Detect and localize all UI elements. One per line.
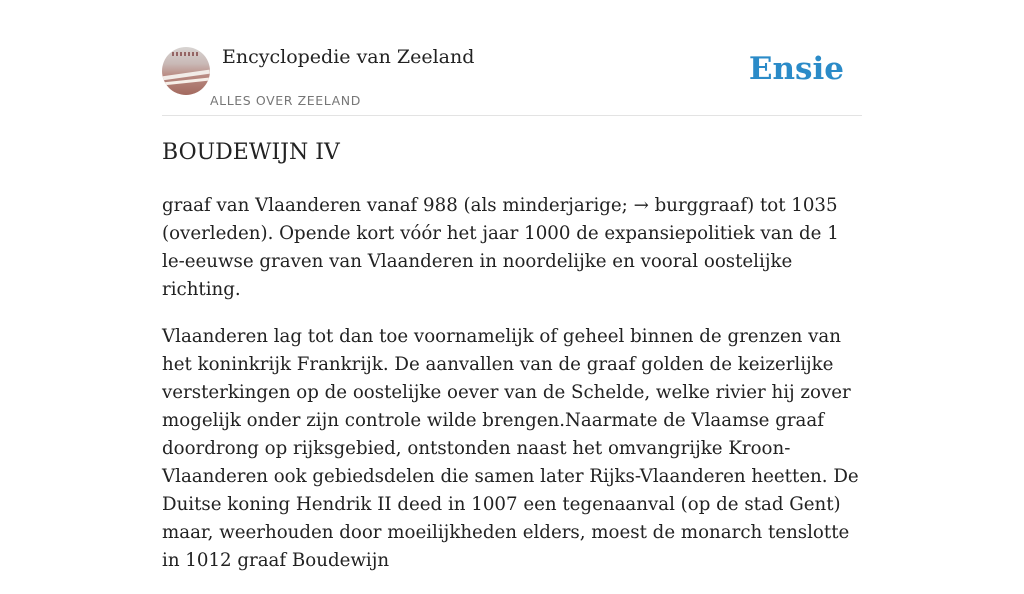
- entry-paragraph: graaf van Vlaanderen vanaf 988 (als minderjarige; → burggraaf) tot 1035 (overleden). Opende kort vóór het jaar 1000 de expansiepolitiek van de 1 le-eeuwse graven van Vlaanderen in noordelijke en vooral oostelijke richting.: [162, 195, 839, 300]
- page: [162, 0, 862, 571]
- site-tagline: ALLES OVER ZEELAND: [210, 93, 361, 108]
- site-avatar[interactable]: [162, 47, 210, 95]
- entry-content: [162, 192, 862, 594]
- site-header: [162, 0, 862, 116]
- entry-paragraph: Vlaanderen lag tot dan toe voornamelijk of geheel binnen de grenzen van het koninkrijk Frankrijk. De aanvallen van de graaf golden de keizerlijke versterkingen op de oostelijke oever van de Schelde, welke rivier hij zover mogelijk onder zijn controle wilde brengen.Naarmate de Vlaamse graaf doordrong op rijksgebied, ontstonden naast het omvangrijke Kroon-Vlaanderen ook gebiedsdelen die samen later Rijks-Vlaanderen heetten. De Duitse koning Hendrik II deed in 1007 een tegenaanval (op de stad Gent) maar, weerhouden door moeilijkheden elders, moest de monarch tenslotte in 1012 graaf Boudewijn: [162, 326, 859, 571]
- avatar-image-detail: [172, 52, 200, 56]
- entry-title: BOUDEWIJN IV: [162, 140, 340, 165]
- site-title-link[interactable]: Encyclopedie van Zeeland: [222, 46, 475, 68]
- ensie-logo-link[interactable]: Ensie: [748, 51, 844, 87]
